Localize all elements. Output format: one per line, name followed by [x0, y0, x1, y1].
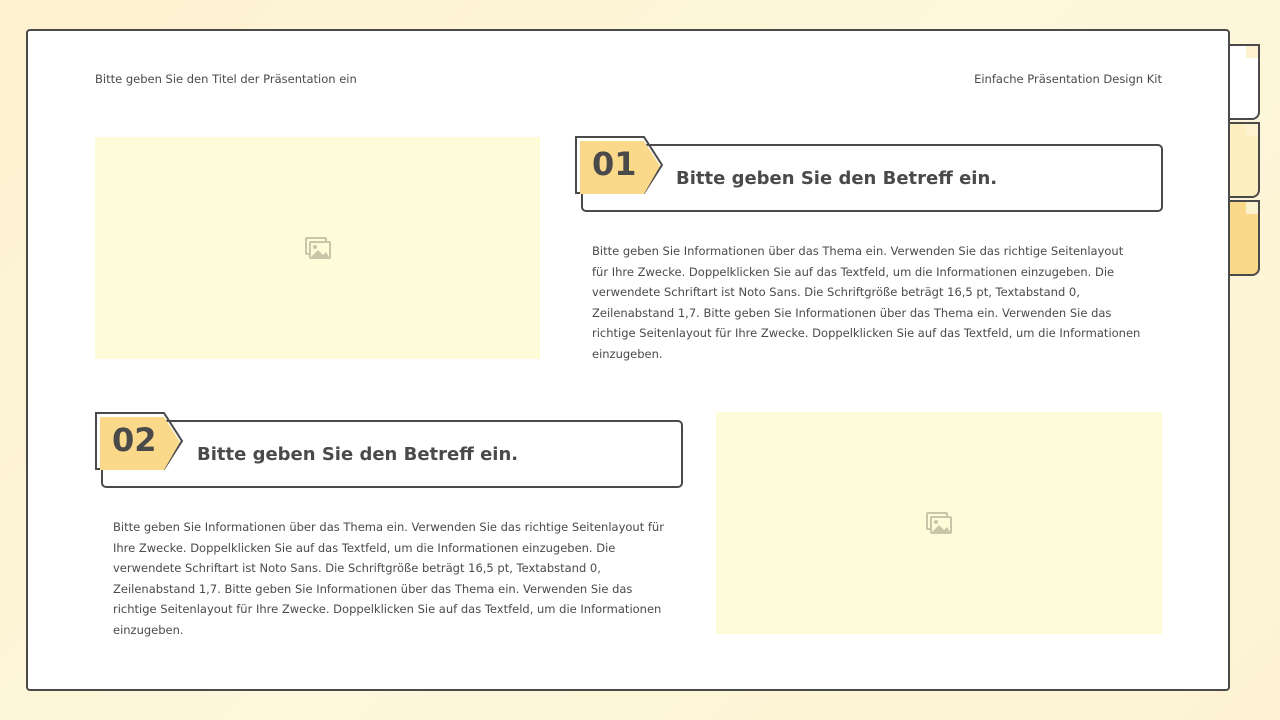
presentation-title: Bitte geben Sie den Titel der Präsentation ein	[95, 72, 357, 86]
image-placeholder-1[interactable]	[95, 137, 540, 359]
image-icon	[925, 509, 953, 537]
body-text-1: Bitte geben Sie Informationen über das Thema ein. Verwenden Sie das richtige Seitenlayout für Ihre Zwecke. Doppelklicken Sie auf das Textfeld, um die Informationen einzugeben. Die verwendete Schriftart ist Noto Sans. Die Schriftgröße beträgt 16,5 pt, Textabstand 0, Zeilenabstand 1,7. Bitte geben Sie Informationen über das Thema ein. Verwenden Sie das richtige Seitenlayout für Ihre Zwecke. Doppelklicken Sie auf das Textfeld, um die Informationen einzugeben.	[592, 244, 1141, 361]
badge-02	[94, 411, 184, 471]
image-placeholder-2[interactable]	[716, 412, 1162, 634]
kit-name: Einfache Präsentation Design Kit	[974, 72, 1162, 86]
body-text-2: Bitte geben Sie Informationen über das Thema ein. Verwenden Sie das richtige Seitenlayout für Ihre Zwecke. Doppelklicken Sie auf das Textfeld, um die Informationen einzugeben. Die verwendete Schriftart ist Noto Sans. Die Schriftgröße beträgt 16,5 pt, Textabstand 0, Zeilenabstand 1,7. Bitte geben Sie Informationen über das Thema ein. Verwenden Sie das richtige Seitenlayout für Ihre Zwecke. Doppelklicken Sie auf das Textfeld, um die Informationen einzugeben.	[113, 520, 664, 637]
section-number-2: 02	[112, 421, 157, 459]
image-icon	[304, 234, 332, 262]
section-number-1: 01	[592, 145, 637, 183]
badge-01	[574, 135, 664, 195]
subject-title-2: Bitte geben Sie den Betreff ein.	[197, 444, 519, 465]
subject-title-1: Bitte geben Sie den Betreff ein.	[676, 168, 998, 189]
